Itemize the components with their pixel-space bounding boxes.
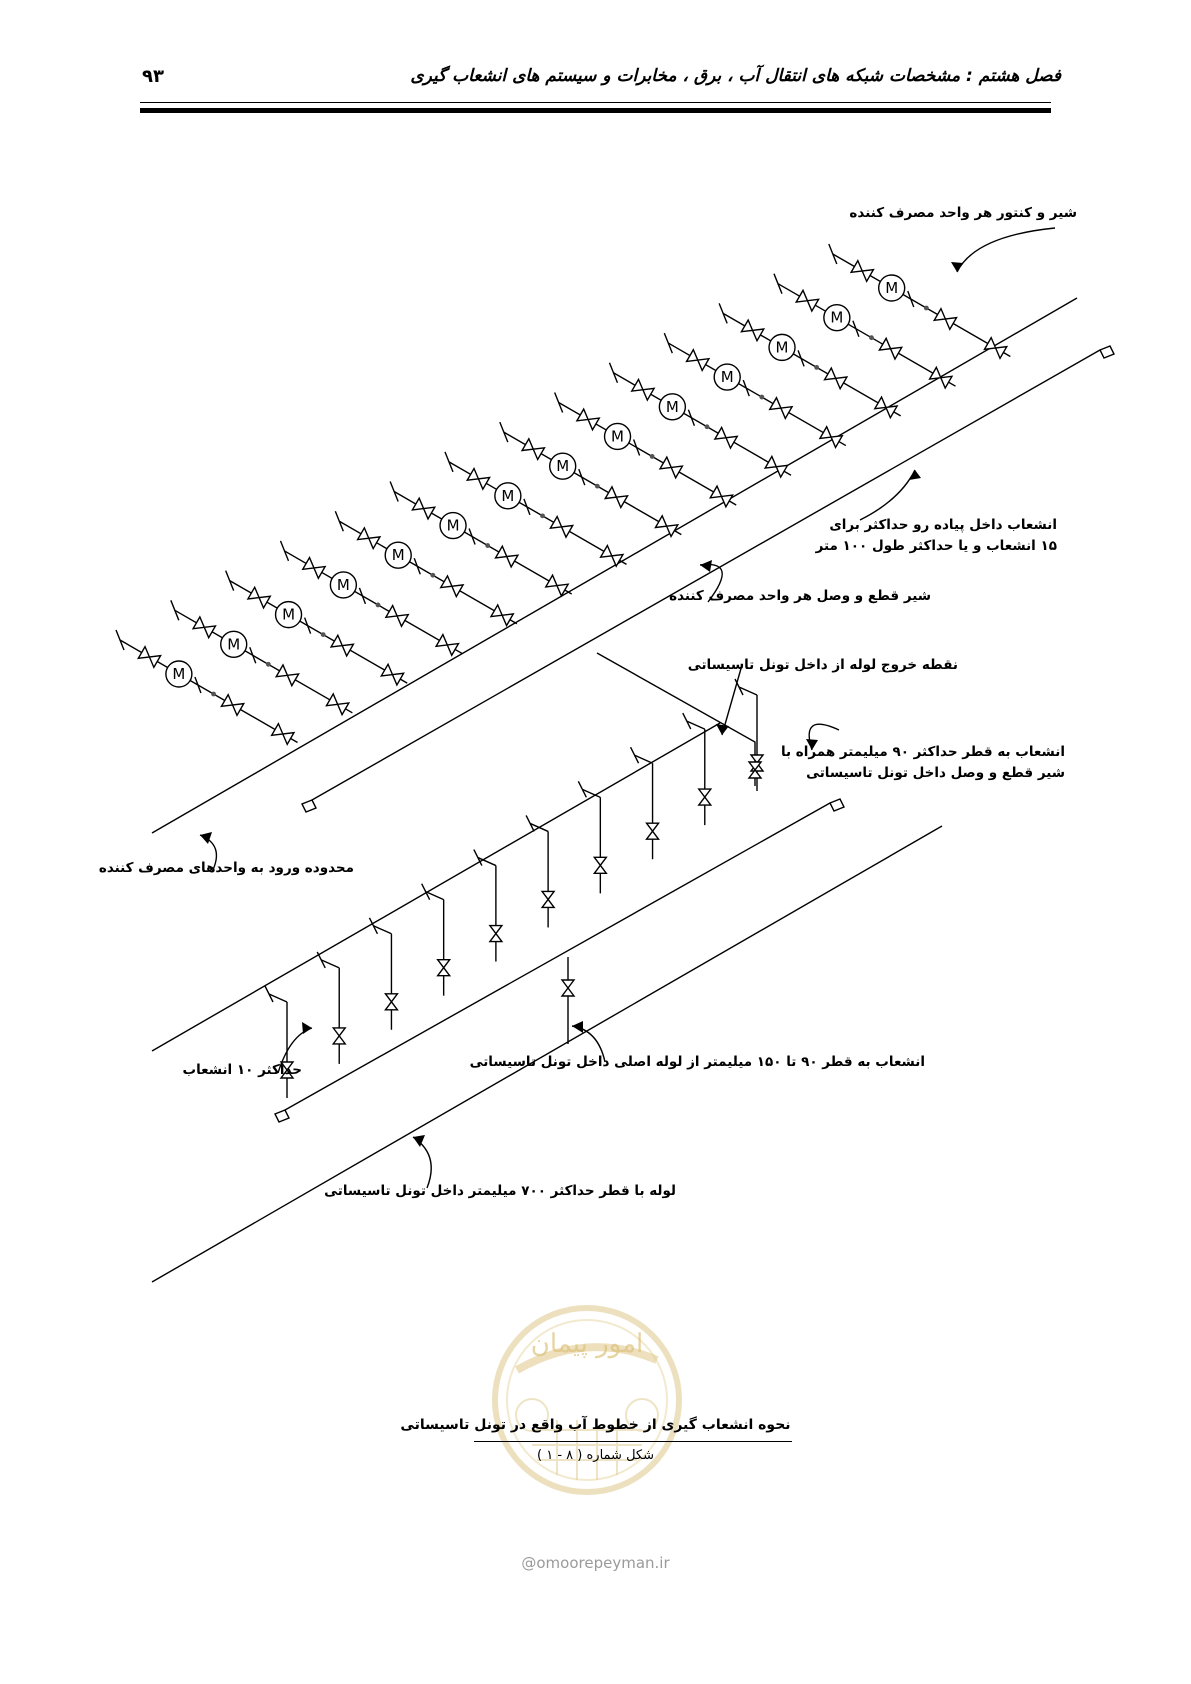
fitting-tick	[853, 321, 859, 337]
label-shutoff-valve: شیر قطع و وصل هر واحد مصرف کننده	[669, 588, 931, 604]
pipe-end-tick	[774, 274, 782, 294]
figure-number: شکل شماره ( ۸ - ۱ )	[537, 1448, 654, 1463]
pipe-end-tick	[280, 541, 288, 561]
label-sidewalk-branch-line1: انشعاب داخل پیاده رو حداکثر برای	[829, 517, 1057, 533]
fitting-tick	[305, 618, 311, 634]
boundary-junction-dot	[485, 543, 490, 548]
valve-icon	[331, 635, 353, 656]
riser-end-tick	[631, 747, 639, 763]
fitting-tick	[688, 410, 694, 426]
water-meter-label: M	[446, 516, 460, 535]
boundary-junction-dot	[869, 335, 874, 340]
boundary-junction-dot	[211, 692, 216, 697]
watermark-url: @omoorepeyman.ir	[521, 1554, 670, 1572]
valve-icon	[386, 606, 408, 627]
boundary-junction-dot	[759, 395, 764, 400]
arrowhead-icon	[572, 1021, 583, 1033]
label-branch-90-line2: شیر قطع و وصل داخل تونل تاسیساتی	[806, 764, 1065, 781]
label-meter-valve: شیر و کنتور هر واحد مصرف کننده	[849, 205, 1077, 221]
page-number: ۹۳	[142, 66, 164, 87]
end-cap-icon	[275, 1110, 289, 1122]
valve-icon	[796, 290, 818, 311]
valve-icon	[522, 439, 544, 460]
valve-icon	[412, 498, 434, 519]
end-cap-icon	[1100, 346, 1114, 358]
water-meter-label: M	[501, 486, 515, 505]
valve-icon	[496, 546, 518, 567]
fitting-tick	[469, 529, 475, 545]
valve-icon	[660, 457, 682, 478]
water-meter-label: M	[830, 308, 844, 327]
label-branch-90-150: انشعاب به قطر ۹۰ تا ۱۵۰ میلیمتر از لوله اصلی داخل تونل تاسیساتی	[469, 1054, 925, 1070]
valve-icon	[715, 427, 737, 448]
label-entry-zone: محدوده ورود به واحدهای مصرف کننده	[98, 860, 354, 876]
fitting-tick	[524, 499, 530, 515]
arrowhead-icon	[200, 832, 212, 844]
leader-arrow	[860, 470, 915, 520]
arrowhead-icon	[302, 1022, 312, 1034]
valve-icon	[594, 857, 606, 873]
water-meter-label: M	[556, 457, 570, 476]
valve-icon	[577, 409, 599, 430]
label-exit-point: نقطه خروج لوله از داخل تونل تاسیساتی	[687, 657, 958, 673]
boundary-junction-dot	[540, 513, 545, 518]
boundary-junction-dot	[430, 573, 435, 578]
water-meter-label: M	[720, 368, 734, 387]
pipe-end-tick	[445, 452, 453, 472]
fitting-tick	[743, 380, 749, 396]
water-meter-label: M	[665, 397, 679, 416]
valve-icon	[438, 960, 450, 976]
valve-icon	[825, 368, 847, 389]
fitting-tick	[250, 647, 256, 663]
valve-icon	[655, 516, 677, 537]
valve-icon	[221, 695, 243, 716]
water-meter-label: M	[172, 665, 186, 683]
pipe-end-tick	[829, 244, 837, 264]
pipe-end-tick	[609, 363, 617, 383]
valve-icon	[562, 980, 574, 996]
label-sidewalk-branch-line2: ۱۵ انشعاب و یا حداکثر طول ۱۰۰ متر	[815, 537, 1057, 554]
valve-icon	[687, 350, 709, 371]
valve-icon	[385, 994, 397, 1010]
boundary-junction-dot	[376, 603, 381, 608]
label-branch-90	[781, 742, 1065, 784]
valve-icon	[333, 1028, 345, 1044]
riser-end-tick	[683, 713, 691, 729]
water-meter-label: M	[775, 338, 789, 357]
riser-end-tick	[317, 952, 325, 968]
boundary-junction-dot	[321, 632, 326, 637]
valve-icon	[741, 320, 763, 341]
label-branch-90-line1: انشعاب به قطر حداکثر ۹۰ میلیمتر همراه با	[780, 744, 1065, 760]
valve-icon	[467, 469, 489, 490]
riser-end-tick	[369, 918, 377, 934]
valve-icon	[491, 605, 513, 626]
omoorepeyman-watermark-logo	[487, 1300, 687, 1500]
boundary-junction-dot	[595, 484, 600, 489]
valve-icon	[699, 789, 711, 805]
valve-icon	[765, 456, 787, 477]
label-main-pipe: لوله با قطر حداکثر ۷۰۰ میلیمتر داخل تونل تاسیساتی	[324, 1183, 676, 1199]
valve-icon	[138, 647, 160, 668]
valve-icon	[248, 587, 270, 608]
valve-icon	[934, 309, 956, 330]
fitting-tick	[195, 677, 201, 693]
sidewalk-branch-pipe	[312, 350, 1100, 800]
label-sidewalk-branch	[816, 515, 1057, 557]
valve-icon	[647, 823, 659, 839]
boundary-junction-dot	[814, 365, 819, 370]
water-meter-label: M	[391, 546, 405, 565]
boundary-junction-dot	[266, 662, 271, 667]
valve-icon	[851, 261, 873, 282]
end-cap-icon	[830, 799, 844, 811]
arrowhead-icon	[909, 470, 921, 480]
valve-icon	[326, 694, 348, 715]
water-meter-label: M	[227, 635, 241, 654]
water-meter-label: M	[611, 427, 625, 446]
water-meter-label: M	[282, 605, 296, 624]
valve-icon	[632, 379, 654, 400]
valve-icon	[605, 487, 627, 508]
pipe-end-tick	[555, 392, 563, 412]
valve-icon	[193, 617, 215, 638]
fitting-tick	[908, 291, 914, 307]
valve-icon	[879, 338, 901, 359]
valve-icon	[875, 397, 897, 418]
pipe-end-tick	[719, 303, 727, 323]
arrowhead-icon	[700, 560, 712, 572]
riser-end-tick	[578, 781, 586, 797]
pipe-end-tick	[226, 571, 234, 591]
valve-icon	[546, 575, 568, 596]
tunnel-wall-line	[152, 723, 720, 1051]
figure-caption-title: نحوه انشعاب گیری از خطوط آب واقع در تونل تاسیساتی	[400, 1417, 791, 1433]
riser-end-tick	[265, 986, 273, 1002]
fitting-tick	[579, 469, 585, 485]
pipe-end-tick	[335, 511, 343, 531]
pipe-end-tick	[500, 422, 508, 442]
fitting-tick	[634, 439, 640, 455]
leader-arrow	[957, 228, 1055, 272]
valve-icon	[303, 558, 325, 579]
pipe-end-tick	[171, 600, 179, 620]
valve-icon	[542, 891, 554, 907]
caption-underline	[474, 1441, 792, 1442]
fitting-tick	[798, 350, 804, 366]
svg-text:امور پیمان: امور پیمان	[530, 1329, 644, 1359]
fitting-tick	[414, 558, 420, 574]
valve-icon	[276, 665, 298, 686]
valve-icon	[770, 398, 792, 419]
valve-icon	[358, 528, 380, 549]
riser-end-tick	[526, 815, 534, 831]
label-max-10: حداکثر ۱۰ انشعاب	[182, 1062, 302, 1078]
valve-icon	[272, 724, 294, 745]
fitting-tick	[359, 588, 365, 604]
valve-icon	[550, 517, 572, 538]
pipe-end-tick	[664, 333, 672, 353]
arrowhead-icon	[951, 262, 963, 272]
pipe-end-tick	[390, 482, 398, 502]
end-cap-icon	[302, 800, 316, 812]
boundary-junction-dot	[650, 454, 655, 459]
valve-icon	[490, 926, 502, 942]
valve-icon	[441, 576, 463, 597]
boundary-junction-dot	[924, 306, 929, 311]
water-meter-label: M	[336, 575, 350, 594]
valve-icon	[436, 635, 458, 656]
boundary-junction-dot	[705, 424, 710, 429]
water-meter-label: M	[885, 279, 899, 297]
valve-icon	[930, 367, 952, 388]
header-title: فصل هشتم : مشخصات شبکه های انتقال آب ، برق ، مخابرات و سیستم های انشعاب گیری	[410, 66, 1061, 86]
valve-icon	[381, 664, 403, 685]
pipe-end-tick	[116, 630, 124, 650]
